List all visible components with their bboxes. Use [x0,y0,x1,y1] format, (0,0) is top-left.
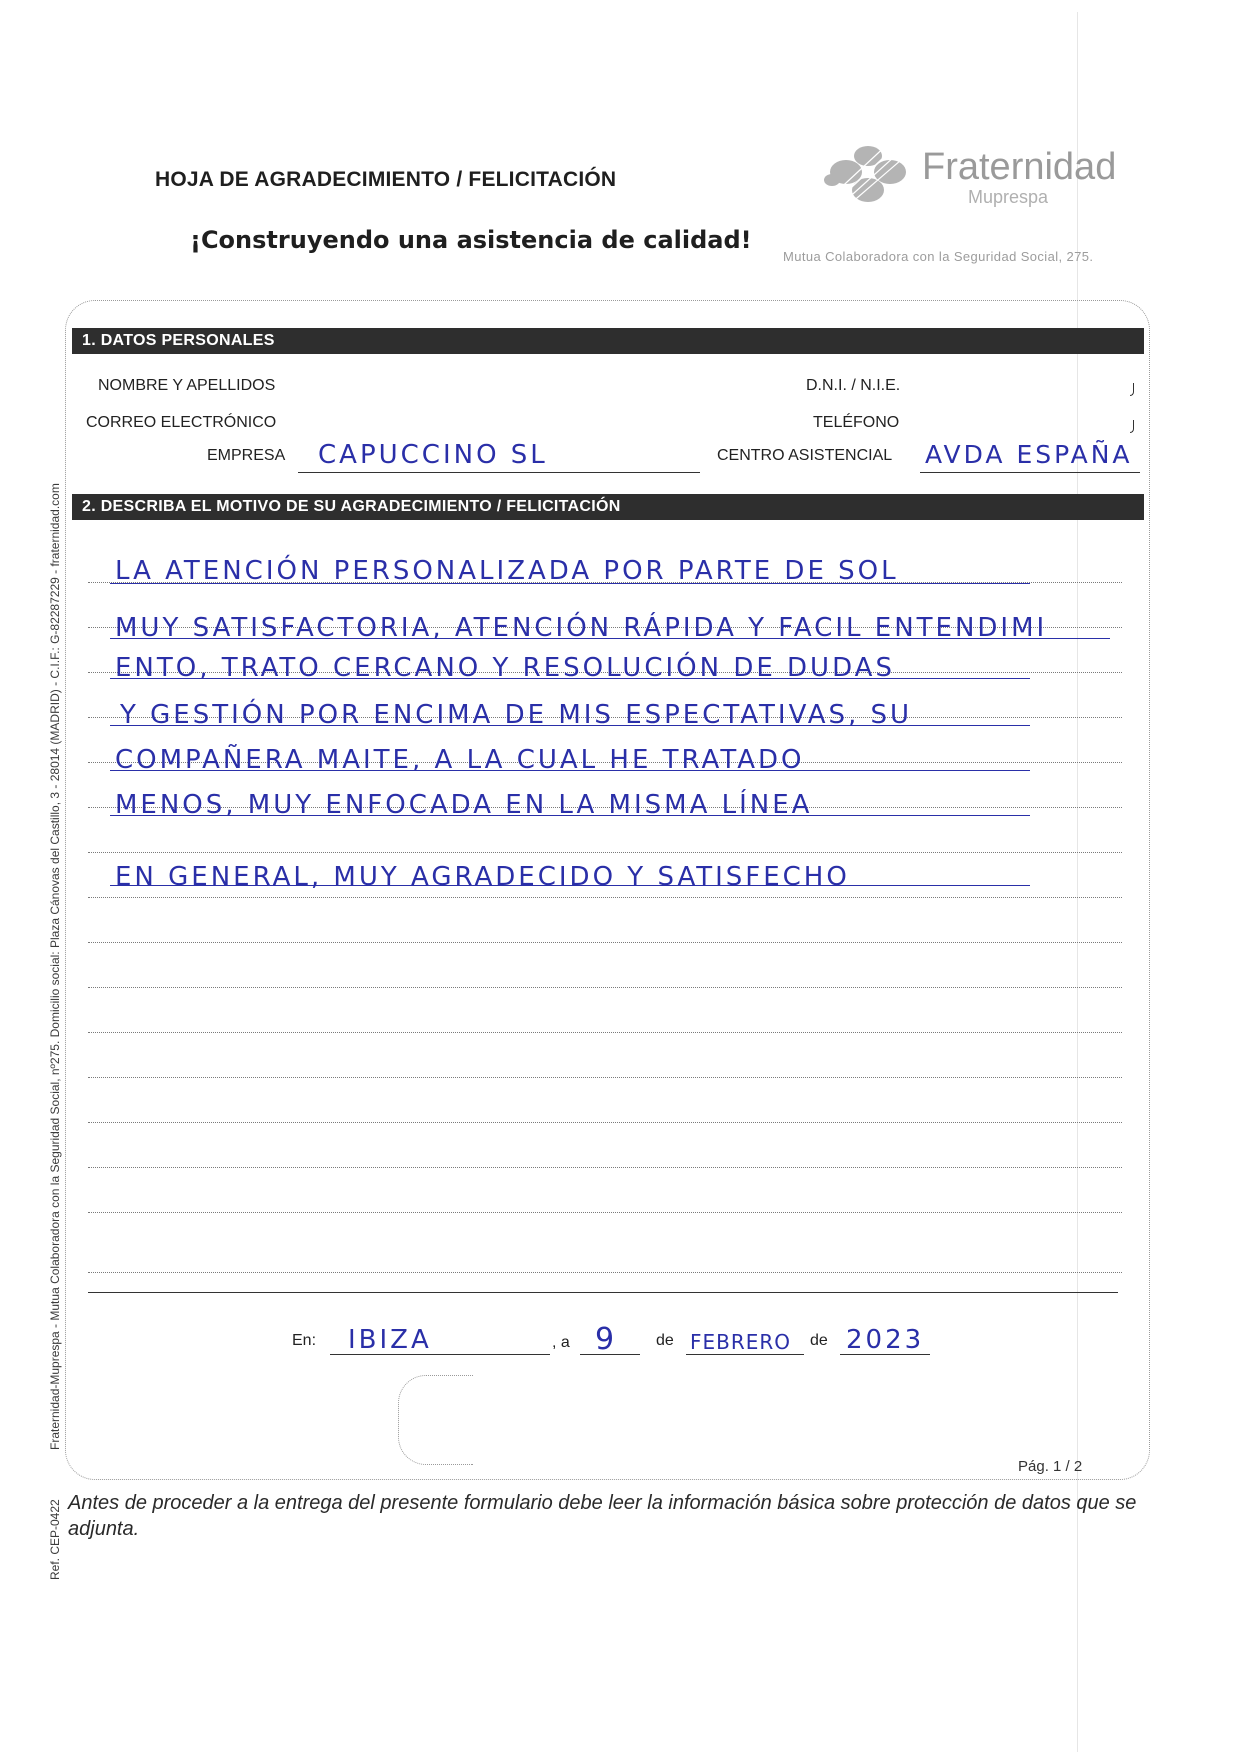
page-number: Pág. 1 / 2 [1018,1458,1083,1475]
correo-label: CORREO ELECTRÓNICO [86,414,277,431]
de-label-1: de [656,1332,674,1349]
logo-name: Fraternidad [922,146,1117,188]
day-value: 9 [595,1322,618,1357]
empresa-label: EMPRESA [207,447,286,464]
writing-line [88,1272,1122,1273]
centro-value: AVDA ESPAÑA [925,440,1133,469]
centro-field[interactable] [920,472,1140,473]
place-value: IBIZA [348,1325,432,1355]
reason-text-line: MENOS, MUY ENFOCADA EN LA MISMA LÍNEA [115,790,813,820]
en-label: En: [292,1332,317,1349]
section-personal-data-header: 1. DATOS PERSONALES [72,328,1144,354]
telefono-label: TELÉFONO [813,414,900,431]
writing-line [88,1212,1122,1213]
section-reason-header: 2. DESCRIBA EL MOTIVO DE SU AGRADECIMIENTO / FELICITACIÓN [72,494,1144,520]
writing-line [88,1032,1122,1033]
writing-line [88,1167,1122,1168]
fraternidad-logo-icon [818,140,918,210]
privacy-notice: Antes de proceder a la entrega del presente formulario debe leer la información básica sobre protección de datos que se adjunta. [68,1492,1137,1540]
nombre-label: NOMBRE Y APELLIDOS [98,377,276,394]
month-field[interactable] [686,1354,804,1355]
centro-label: CENTRO ASISTENCIAL [717,447,893,464]
reason-text-line: LA ATENCIÓN PERSONALIZADA POR PARTE DE SOL [115,556,899,586]
reason-text-line: COMPAÑERA MAITE, A LA CUAL HE TRATADO [115,745,805,775]
empresa-field[interactable] [298,472,700,473]
writing-line [88,1077,1122,1078]
writing-line [88,852,1122,853]
empresa-value: CAPUCCINO SL [318,440,548,470]
mutua-caption: Mutua Colaboradora con la Seguridad Social, 275. [783,249,1094,264]
writing-line [88,897,1122,898]
reason-area-bottom-line [88,1292,1118,1293]
page-title: HOJA DE AGRADECIMIENTO / FELICITACIÓN [155,168,617,191]
dni-label: D.N.I. / N.I.E. [806,377,901,394]
reason-text-line: EN GENERAL, MUY AGRADECIDO Y SATISFECHO [115,862,850,892]
ref-code: Ref. CEP-0422 [48,1499,62,1580]
telefono-field-end [1130,420,1134,433]
a-label: , a [552,1334,570,1351]
signature-stamp-area [398,1375,473,1465]
side-legal-text: Fraternidad-Muprespa - Mutua Colaboradora con la Seguridad Social, nº275. Domicilio social: Plaza Cánovas del Castillo, 3 - 28014 (MADRID) - C.I.F.: G-82287229 - fraternidad.com [48,483,62,1450]
page-subtitle: ¡Construyendo una asistencia de calidad! [190,226,752,254]
writing-line [88,987,1122,988]
writing-line [88,1122,1122,1123]
dni-field-end [1130,383,1134,396]
year-value: 2023 [846,1325,925,1355]
reason-text-line: Y GESTIÓN POR ENCIMA DE MIS ESPECTATIVAS, SU [120,700,913,730]
writing-line [88,942,1122,943]
reason-text-line: MUY SATISFACTORIA, ATENCIÓN RÁPIDA Y FACIL ENTENDIMI [115,613,1048,643]
month-value: FEBRERO [690,1330,792,1354]
reason-text-line: ENTO, TRATO CERCANO Y RESOLUCIÓN DE DUDAS [115,653,895,683]
de-label-2: de [810,1332,828,1349]
logo-subname: Muprespa [968,187,1049,207]
